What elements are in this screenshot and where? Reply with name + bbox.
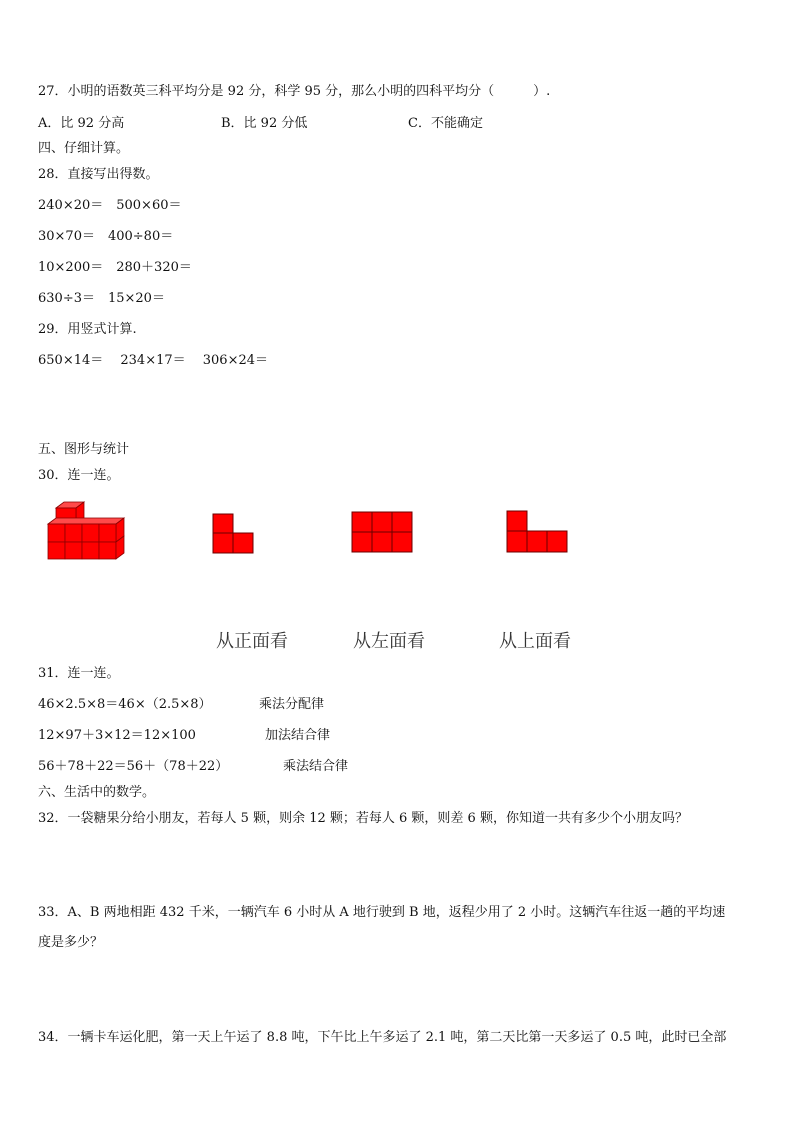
- q31-equation: 12×97＋3×12＝12×100: [38, 728, 196, 743]
- q27-option-a: A．比 92 分高: [38, 116, 125, 131]
- q31-equation: 56＋78＋22＝56＋（78＋22）: [38, 759, 229, 774]
- q29-row: 650×14＝ 234×17＝ 306×24＝: [38, 353, 269, 368]
- section-5-heading: 五、图形与统计: [38, 442, 130, 457]
- section-4-heading: 四、仔细计算。: [38, 141, 130, 156]
- question-28-title: 28．直接写出得数。: [38, 167, 159, 182]
- q28-row: 240×20＝ 500×60＝: [38, 198, 182, 213]
- question-30-title: 30．连一连。: [38, 468, 120, 483]
- q31-equation: 46×2.5×8＝46×（2.5×8）: [38, 697, 212, 712]
- question-33-line1: 33．A、B 两地相距 432 千米，一辆汽车 6 小时从 A 地行驶到 B 地，返程少用了 2 小时。这辆汽车往返一趟的平均速: [38, 905, 726, 920]
- question-27-stem: 27．小明的语数英三科平均分是 92 分，科学 95 分，那么小明的四科平均分（ ）.: [38, 84, 551, 99]
- question-31-title: 31．连一连。: [38, 666, 120, 681]
- q28-row: 10×200＝ 280＋320＝: [38, 260, 192, 275]
- question-32: 32．一袋糖果分给小朋友，若每人 5 颗，则余 12 颗；若每人 6 颗，则差 6 颗，你知道一共有多少个小朋友吗？: [38, 811, 688, 826]
- question-33-line2: 度是多少？: [38, 935, 104, 950]
- question-34: 34．一辆卡车运化肥，第一天上午运了 8.8 吨，下午比上午多运了 2.1 吨，第二天比第一天多运了 0.5 吨，此时已全部: [38, 1030, 727, 1045]
- q28-row: 630÷3＝ 15×20＝: [38, 291, 165, 306]
- view-label-left: 从左面看: [353, 631, 425, 652]
- q27-option-c: C．不能确定: [408, 116, 483, 131]
- q31-law: 乘法结合律: [283, 759, 349, 774]
- view-shape-a: [212, 513, 256, 555]
- view-label-front: 从正面看: [216, 631, 288, 652]
- question-29-title: 29．用竖式计算.: [38, 322, 137, 337]
- cube-stack-3d-figure: [44, 500, 128, 562]
- q31-law: 乘法分配律: [259, 697, 325, 712]
- view-shape-c: [506, 510, 570, 554]
- view-label-top: 从上面看: [499, 631, 571, 652]
- q31-law: 加法结合律: [265, 728, 331, 743]
- section-6-heading: 六、生活中的数学。: [38, 785, 156, 800]
- q28-row: 30×70＝ 400÷80＝: [38, 229, 174, 244]
- view-shape-b: [351, 511, 413, 555]
- q27-option-b: B．比 92 分低: [221, 116, 308, 131]
